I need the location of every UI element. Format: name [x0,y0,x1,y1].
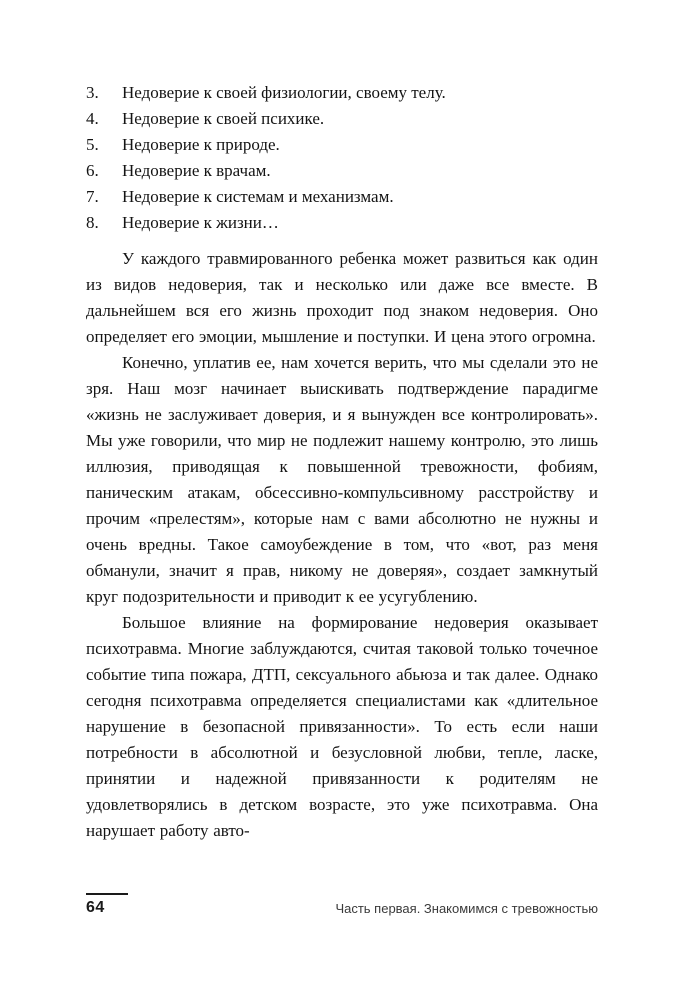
page-content [86,80,598,844]
list-item [86,132,598,158]
list-item [86,184,598,210]
list-item [86,210,598,236]
list-item-number: 3. [86,83,99,102]
list-item [86,158,598,184]
list-item-text: Недоверие к своей физиологии, своему телу. [122,83,446,102]
list-item-number: 8. [86,213,99,232]
list-item [86,106,598,132]
distrust-list [86,80,598,236]
page-number-block [86,893,128,917]
list-item-text: Недоверие к жизни… [122,213,279,232]
running-title: Часть первая. Знакомимся с тревожностью [335,901,598,916]
list-item-number: 4. [86,109,99,128]
list-item-text: Недоверие к врачам. [122,161,271,180]
paragraph-3: Большое влияние на формирование недоверия оказывает психотравма. Многие заблуждаются, считая таковой только точечное событие типа пожара, ДТП, сексуального абьюза и так далее. Однако сегодня психотравма определяется специалистами как «длительное нарушение в безопасной привязанности». То есть если наши потребности в абсолютной и безусловной любви, тепле, ласке, принятии и надежной привязанности к родителям не удовлетворялись в детском возрасте, это уже психотравма. Она нарушает работу авто- [86,613,598,840]
page-footer [86,893,598,917]
list-item-text: Недоверие к природе. [122,135,280,154]
paragraph-1: У каждого травмированного ребенка может развиться как один из видов недоверия, так и несколько или даже все вместе. В дальнейшем вся его жизнь проходит под знаком недоверия. Оно определяет его эмоции, мышление и поступки. И цена этого огромна. [86,249,598,346]
list-item-number: 7. [86,187,99,206]
list-item-text: Недоверие к системам и механизмам. [122,187,394,206]
page-number-rule [86,893,128,895]
page-number: 64 [86,899,105,916]
list-item [86,80,598,106]
list-item-number: 6. [86,161,99,180]
list-item-text: Недоверие к своей психике. [122,109,325,128]
list-item-number: 5. [86,135,99,154]
paragraph-2: Конечно, уплатив ее, нам хочется верить, что мы сделали это не зря. Наш мозг начинает выискивать подтверждение парадигме «жизнь не заслуживает доверия, и я вынужден все контролировать». Мы уже говорили, что мир не подлежит нашему контролю, это лишь иллюзия, приводящая к повышенной тревожности, фобиям, паническим атакам, обсессивно-компульсивному расстройству и прочим «прелестям», которые нам с вами абсолютно не нужны и очень вредны. Такое самоубеждение в том, что «вот, раз меня обманули, значит я прав, никому не доверяя», создает замкнутый круг подозрительности и приводит к ее усугублению. [86,353,598,606]
